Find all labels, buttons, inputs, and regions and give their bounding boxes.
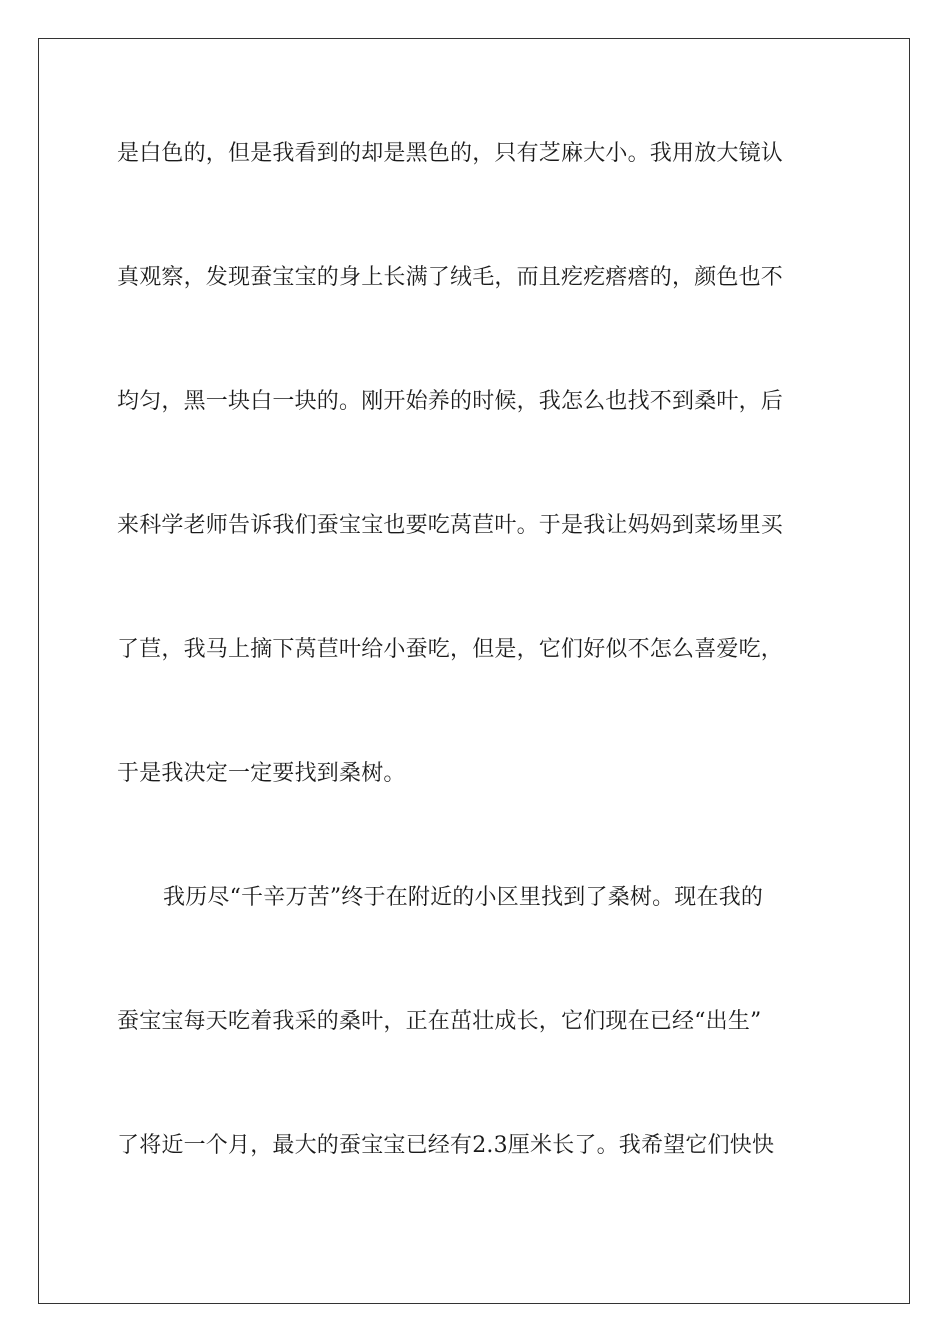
text-line: 是白色的，但是我看到的却是黑色的，只有芝麻大小。我用放大镜认 [117, 141, 784, 166]
text-line: 真观察，发现蚕宝宝的身上长满了绒毛，而且疙疙瘩瘩的，颜色也不 [117, 265, 784, 290]
text-line: 均匀，黑一块白一块的。刚开始养的时候，我怎么也找不到桑叶，后 [117, 389, 784, 414]
text-line-indented: 我历尽“千辛万苦”终于在附近的小区里找到了桑树。现在我的 [163, 885, 764, 910]
text-line: 来科学老师告诉我们蚕宝宝也要吃莴苣叶。于是我让妈妈到菜场里买 [117, 513, 784, 538]
text-line: 了将近一个月，最大的蚕宝宝已经有2.3厘米长了。我希望它们快快 [117, 1133, 775, 1158]
text-line: 于是我决定一定要找到桑树。 [117, 761, 406, 786]
text-line: 了苣，我马上摘下莴苣叶给小蚕吃，但是，它们好似不怎么喜爱吃， [117, 637, 784, 662]
text-line: 蚕宝宝每天吃着我采的桑叶，正在茁壮成长，它们现在已经“出生” [117, 1009, 762, 1034]
page-border [38, 38, 910, 1304]
